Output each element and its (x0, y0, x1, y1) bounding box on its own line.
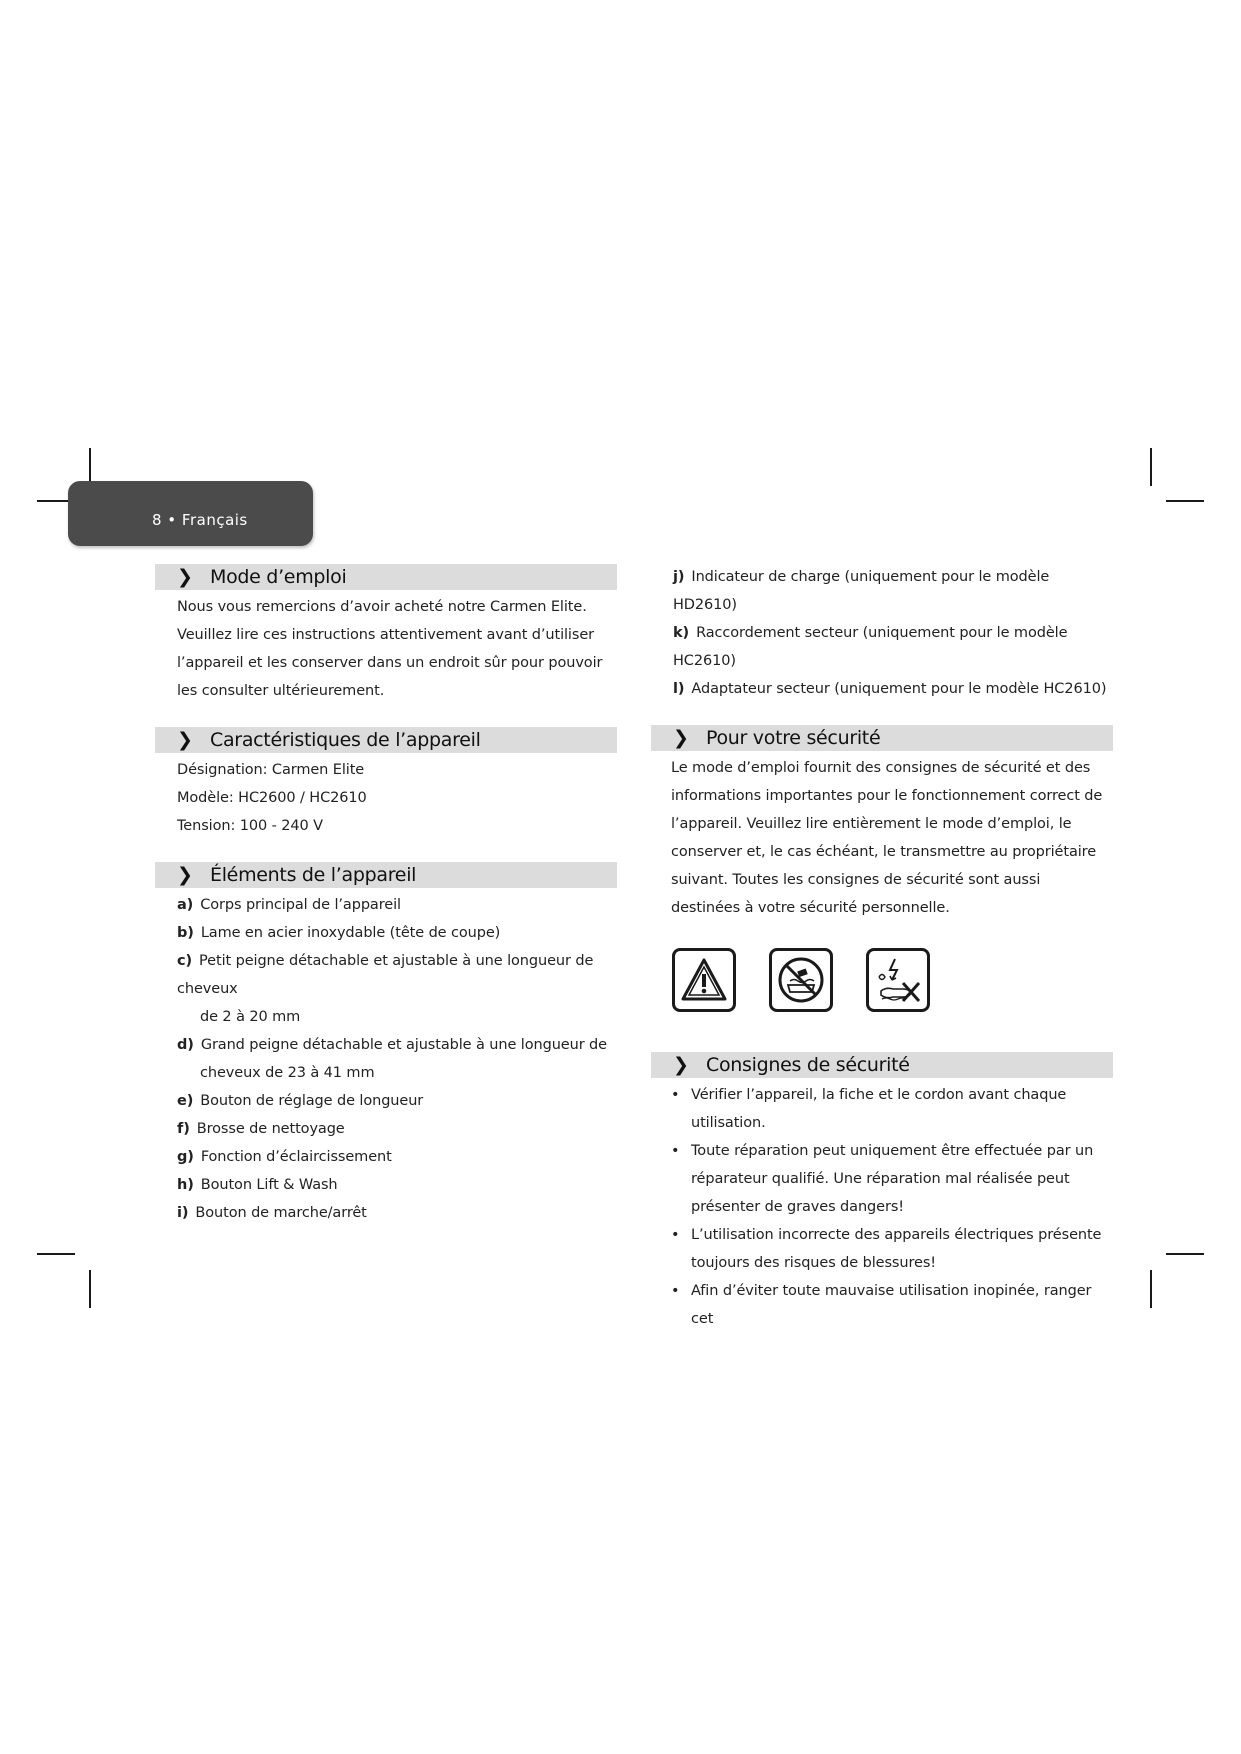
list-item: e) Bouton de réglage de longueur (177, 1093, 424, 1109)
list-item: • Afin d’éviter toute mauvaise utilisation inopinée, ranger cet (651, 1277, 1113, 1333)
section-title: Pour votre sécurité (706, 727, 881, 749)
list-item: • Toute réparation peut uniquement être effectuée par un réparateur qualifié. Une réparation mal réalisée peut présenter de graves dangers! (651, 1137, 1113, 1221)
chevron-right-icon: ❯ (177, 566, 193, 588)
section-header-caracteristiques (155, 727, 617, 753)
spec-line: Modèle: HC2600 / HC2610 (177, 790, 367, 806)
spec-line: Désignation: Carmen Elite (177, 762, 365, 778)
list-item: f) Brosse de nettoyage (177, 1121, 345, 1137)
page-number-tab (68, 481, 313, 546)
warning-triangle-icon (672, 948, 736, 1012)
chevron-right-icon: ❯ (177, 864, 193, 886)
crop-mark (1150, 1270, 1152, 1308)
list-item: b) Lame en acier inoxydable (tête de coupe) (177, 925, 501, 941)
list-item: • Vérifier l’appareil, la fiche et le cordon avant chaque utilisation. (651, 1081, 1113, 1137)
list-item: j) Indicateur de charge (uniquement pour le modèle HD2610) (673, 569, 1050, 613)
page-number-label: 8 • Français (152, 511, 248, 529)
list-item: d) Grand peigne détachable et ajustable à une longueur de cheveux de 23 à 41 mm (177, 1037, 607, 1081)
list-item: • L’utilisation incorrecte des appareils électriques présente toujours des risques de blessures! (651, 1221, 1113, 1277)
section-header-mode-emploi (155, 564, 617, 590)
section-title: Éléments de l’appareil (210, 864, 417, 886)
no-electric-shock-icon (866, 948, 930, 1012)
crop-mark (37, 1253, 75, 1255)
section-body-securite (651, 754, 1113, 922)
safety-bullet-list (651, 1081, 1113, 1333)
section-title: Mode d’emploi (210, 566, 347, 588)
list-item: k) Raccordement secteur (uniquement pour le modèle HC2610) (673, 625, 1068, 669)
chevron-right-icon: ❯ (673, 1054, 689, 1076)
section-title: Caractéristiques de l’appareil (210, 729, 481, 751)
section-body-elements-cont (651, 563, 1113, 703)
chevron-right-icon: ❯ (177, 729, 193, 751)
list-item: h) Bouton Lift & Wash (177, 1177, 338, 1193)
section-header-elements (155, 862, 617, 888)
no-water-icon (769, 948, 833, 1012)
paragraph: Nous vous remercions d’avoir acheté notre Carmen Elite. (177, 599, 587, 615)
section-body-mode-emploi (155, 593, 617, 705)
list-item: g) Fonction d’éclaircissement (177, 1149, 392, 1165)
crop-mark (1166, 500, 1204, 502)
section-title: Consignes de sécurité (706, 1054, 910, 1076)
right-column (651, 563, 1113, 1333)
spec-line: Tension: 100 - 240 V (177, 818, 323, 834)
elements-list-continued (651, 563, 1113, 703)
crop-mark (1166, 1253, 1204, 1255)
left-column (155, 564, 617, 1227)
section-header-consignes (651, 1052, 1113, 1078)
section-body-elements (155, 891, 617, 1227)
paragraph: Veuillez lire ces instructions attentivement avant d’utiliser l’appareil et les conserver dans un endroit sûr pour pouvoir les consulter ultérieurement. (177, 627, 603, 699)
chevron-right-icon: ❯ (673, 727, 689, 749)
elements-list (155, 891, 617, 1227)
crop-mark (89, 1270, 91, 1308)
list-item: a) Corps principal de l’appareil (177, 897, 401, 913)
section-body-consignes (651, 1081, 1113, 1333)
section-header-securite (651, 725, 1113, 751)
section-body-caracteristiques (155, 756, 617, 840)
list-item: c) Petit peigne détachable et ajustable à une longueur de cheveux de 2 à 20 mm (177, 953, 594, 1025)
list-item: i) Bouton de marche/arrêt (177, 1205, 367, 1221)
crop-mark (1150, 448, 1152, 486)
safety-icons-row (672, 948, 1113, 1012)
list-item: l) Adaptateur secteur (uniquement pour le modèle HC2610) (673, 681, 1107, 697)
paragraph: Le mode d’emploi fournit des consignes de sécurité et des informations importantes pour le fonctionnement correct de l’appareil. Veuillez lire entièrement le mode d’emploi, le conserver et, le cas échéant, le transmettre au propriétaire suivant. Toutes les consignes de sécurité sont aussi destinées à votre sécurité personnelle. (671, 760, 1103, 916)
